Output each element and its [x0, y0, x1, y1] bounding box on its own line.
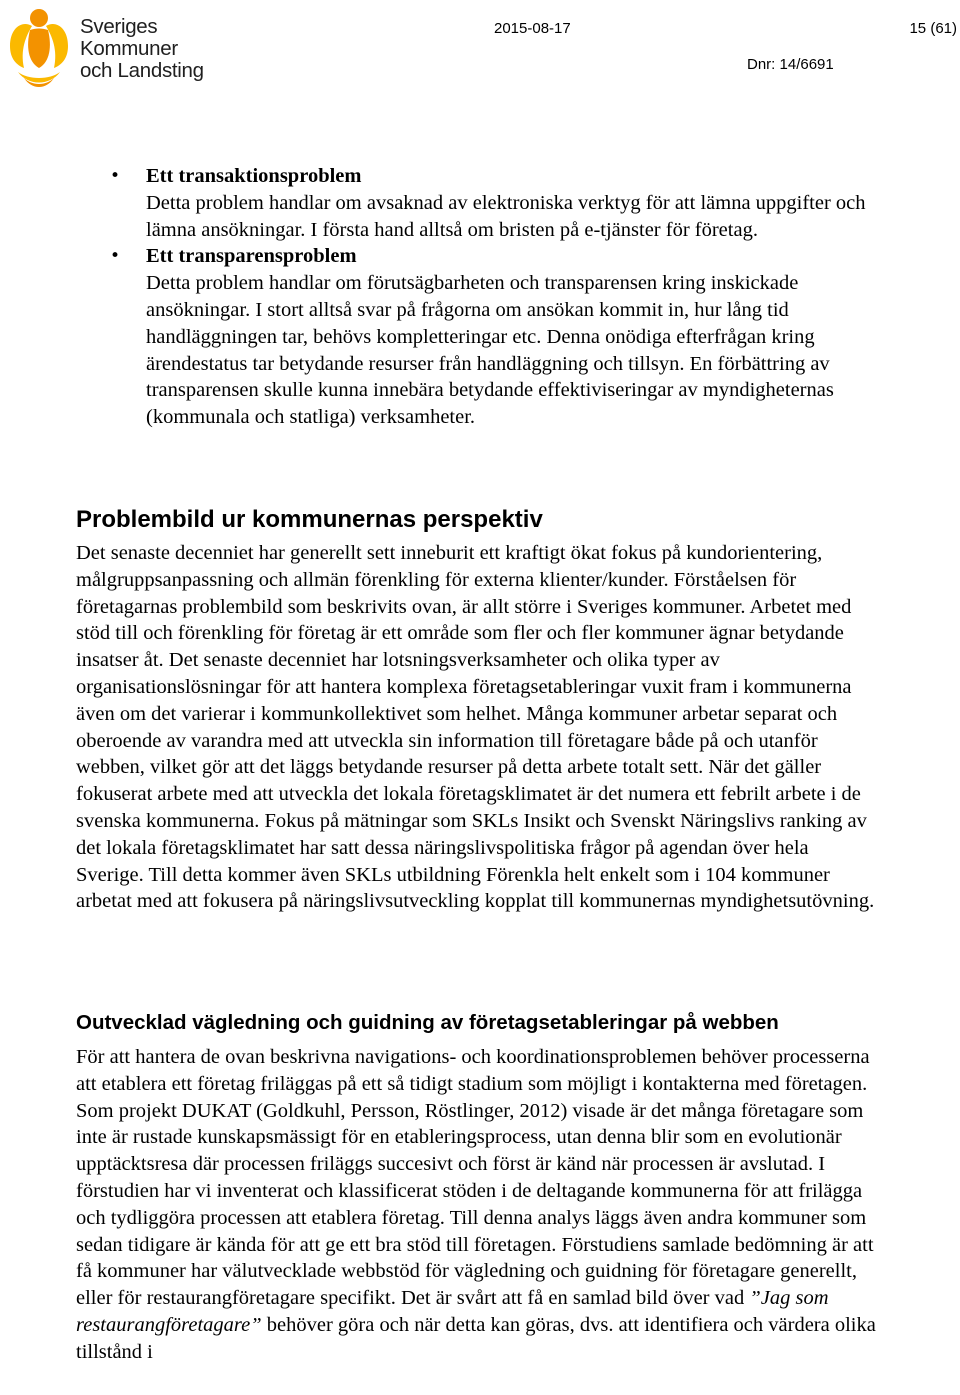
list-item-text: Detta problem handlar om förutsägbarheten och transparensen kring inskickade ansökningar. I stort alltså svar på frågorna om ansökan kommit in, hur lång tid handläggningen tar, behövs kompletteringar etc. Denna onödiga efterfrågan kring ärendestatus tar betydande resurser från handläggning och tillsyn. En förbättring av transparensen skulle kunna innebära betydande effektiviseringar av myndigheternas (kommunala och statliga) verksamheter. — [146, 272, 834, 429]
section-paragraph — [76, 1044, 876, 1366]
section-heading: Outvecklad vägledning och guidning av företagsetableringar på webben — [76, 1011, 779, 1034]
section-paragraph: Det senaste decenniet har generellt sett inneburit ett kraftigt ökat fokus på kundorientering, målgruppsanpassning och allmän förenkling för externa klienter/kunder. Förståelsen för företagarnas problembild som beskrivits ovan, är allt större i Sveriges kommuner. Arbetet med stöd till och förenkling för företag är ett område som fler och fler kommuner ägnar betydande insatser åt. Det senaste decenniet har lotsningsverksamheter och olika typer av organisationslösningar för att hantera komplexa företagsetableringar vuxit fram i kommunerna även om det varierar i kommunkollektivet som helhet. Många kommuner arbetar separat och oberoende av varandra med att utveckla sin information till företagare både på och utanför webben, vilket gör att det läggs betydande resurser på detta arbete totalt sett. När det gäller fokuserat arbete med att utveckla det lokala företagsklimatet är det numera ett febrilt arbete i de svenska kommunerna. Fokus på mätningar som SKLs Insikt och Svenskt Näringslivs ranking av det lokala företagsklimatet har satt dessa näringslivspolitiska frågor på agendan över hela Sverige. Till detta kommer även SKLs utbildning Förenkla helt enkelt som i 104 kommuner arbetat med att fokusera på näringslivsutveckling kopplat till kommunernas myndighetsutövning. — [76, 542, 875, 913]
section-vagledning — [76, 1010, 876, 1366]
list-item — [0, 163, 876, 243]
quoted-phrase: ”Jag som restaurangföretagare” — [76, 1287, 829, 1336]
logo-line-3: och Landsting — [80, 59, 204, 82]
logo-line-2: Kommuner — [80, 37, 178, 60]
logo-wordmark — [80, 16, 204, 82]
list-item — [0, 243, 876, 431]
logo-line-1: Sveriges — [80, 15, 158, 38]
problem-list — [0, 163, 960, 431]
skl-logo-icon — [4, 6, 74, 90]
document-number: Dnr: 14/6691 — [747, 56, 834, 73]
list-item-title: Ett transaktionsproblem — [146, 165, 362, 187]
bullet-icon: • — [110, 246, 121, 267]
list-item-text: Detta problem handlar om avsaknad av elektroniska verktyg för att lämna uppgifter och lämna ansökningar. I första hand alltså om bristen på e-tjänster för företag. — [146, 191, 866, 241]
page-number: 15 (61) — [909, 20, 957, 37]
section-kommunernas-perspektiv — [76, 506, 876, 915]
paragraph-text-continued: behöver göra och när detta kan göras, dvs. att identifiera och värdera olika tillstånd i — [76, 1313, 876, 1363]
bullet-icon: • — [110, 166, 121, 186]
document-date: 2015-08-17 — [494, 20, 571, 37]
page-header — [0, 0, 960, 100]
paragraph-text: För att hantera de ovan beskrivna navigations- och koordinationsproblemen behöver processerna att etablera ett företag friläggas på ett så tidigt stadium som möjligt i kontakterna med företagen. Som projekt DUKAT (Goldkuhl, Persson, Röstlinger, 2012) visade är det många företagare som inte är rustade kunskapsmässigt för en etableringsprocess, utan denna blir som en evolutionär upptäcktsresa där processen friläggs succesivt och först är känd när processen är avslutad. I förstudien har vi inventerat och klassificerat stöden i de deltagande kommunerna för att frilägga och tydliggöra processen att etablera företag. Till denna analys läggs även andra kommuner som sedan tidigare är kända för att ge ett bra stöd till företagen. Förstudiens samlade bedömning är att få kommuner har välutvecklade webbstöd för vägledning och guidning för företagare generellt, eller för restaurangföretagare specifikt. Det är svårt att få en samlad bild över vad — [76, 1046, 874, 1310]
section-heading: Problembild ur kommunernas perspektiv — [76, 506, 543, 533]
list-item-title: Ett transparensproblem — [146, 245, 357, 268]
